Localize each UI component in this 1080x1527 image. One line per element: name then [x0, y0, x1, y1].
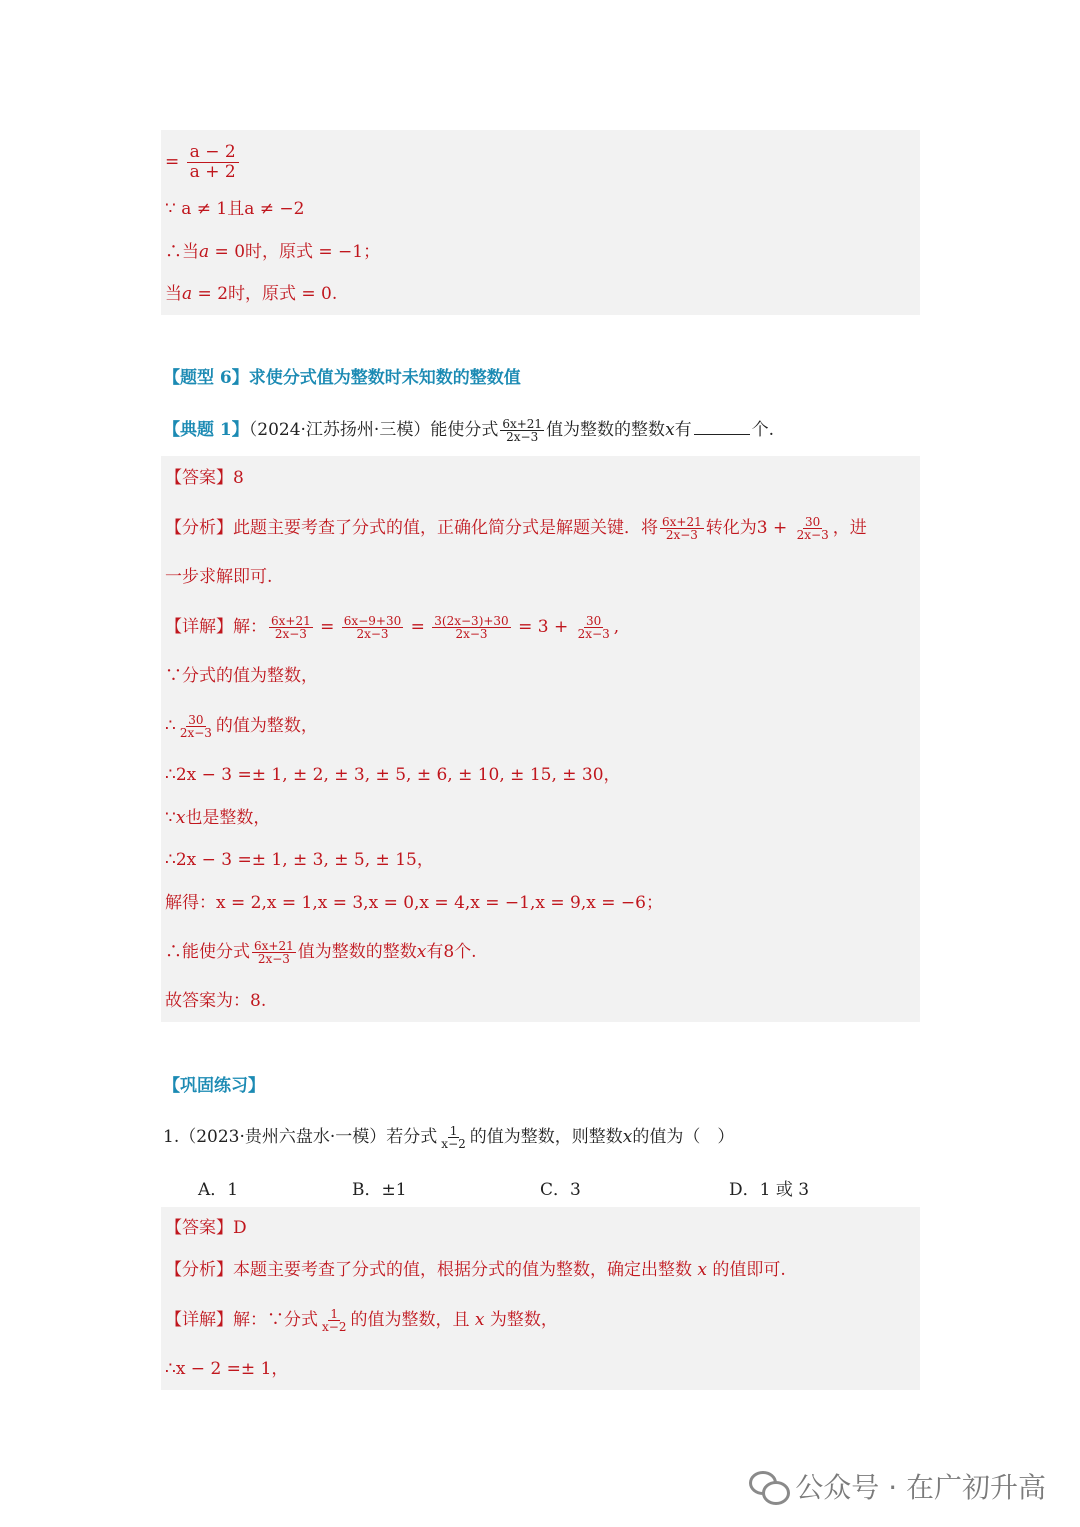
- example-tag: 【典题 1】: [163, 420, 249, 440]
- fraction-numerator: 30: [188, 713, 204, 727]
- analysis-text: 的值即可.: [707, 1260, 786, 1280]
- detail-var: x: [474, 1310, 485, 1330]
- question-text: 的值为整数，则整数: [469, 1127, 623, 1147]
- fraction-denominator: 2x−3: [274, 627, 307, 641]
- example-after-var: 有: [674, 420, 692, 440]
- question-var: x: [622, 1127, 633, 1147]
- example-fraction: [500, 418, 544, 443]
- fraction-denominator: x−2: [441, 1137, 466, 1151]
- analysis-fraction-2: [795, 516, 831, 541]
- option-a: A．1: [198, 1180, 239, 1200]
- detail-eq-mid: = 3 +: [512, 617, 574, 637]
- detail-tag: 【详解】: [165, 617, 233, 637]
- answer-line-2: [165, 1216, 247, 1240]
- detail-text: 有8个.: [426, 942, 477, 962]
- fraction-numerator: 1: [330, 1307, 339, 1321]
- fraction-numerator: 30: [805, 515, 821, 529]
- case2-var: a: [182, 284, 193, 304]
- analysis-tag: 【分析】: [165, 1260, 233, 1280]
- detail-fraction-5: [178, 714, 214, 739]
- analysis-text: ，进: [832, 518, 867, 538]
- analysis-text: 转化为3 +: [705, 518, 793, 538]
- answer-line-1: [165, 466, 244, 490]
- fraction-denominator: 2x−3: [179, 726, 212, 740]
- fraction-denominator: x−2: [322, 1320, 347, 1334]
- detail-intro: 解：: [233, 617, 267, 637]
- condition-text: a ≠ 1且a ≠ −2: [181, 199, 305, 219]
- question-text: 的值为（ ）: [632, 1127, 735, 1147]
- fraction-numerator: a − 2: [187, 143, 239, 163]
- analysis-fraction: [660, 516, 704, 541]
- detail-fraction-1: [269, 615, 313, 640]
- analysis-text: 此题主要考查了分式的值，正确化简分式是解题关键．将: [233, 518, 658, 538]
- fraction-numerator: 6x−9+30: [343, 614, 402, 628]
- fraction-numerator: 6x+21: [271, 614, 311, 628]
- case1-var: a: [199, 242, 210, 262]
- detail-line-9: 故答案为：8.: [165, 991, 267, 1011]
- question-1: [163, 1125, 734, 1150]
- example-var: x: [665, 420, 675, 440]
- option-d: D．1 或 3: [729, 1180, 810, 1200]
- case2-prefix: 当: [165, 284, 182, 304]
- fraction-denominator: 2x−3: [796, 528, 829, 542]
- analysis-var: x: [697, 1260, 707, 1280]
- detail-line-7: 解得：x = 2,x = 1,x = 3,x = 0,x = 4,x = −1,x = 9,x = −6；: [165, 893, 663, 913]
- answer-value: 8: [233, 468, 244, 488]
- answer-tag: 【答案】: [165, 468, 233, 488]
- detail-line-2: ∵分式的值为整数，: [165, 666, 318, 686]
- fraction-numerator: 3(2x−3)+30: [434, 614, 509, 628]
- condition-line: [165, 197, 304, 221]
- detail-fraction-3: [432, 615, 510, 640]
- case1-rest: = 0时，原式 = −1；: [209, 242, 381, 262]
- detail-tail: ,: [613, 617, 620, 637]
- fraction-a: [187, 143, 239, 182]
- fraction-numerator: 1: [449, 1124, 458, 1138]
- detail-text: 解：∵分式: [233, 1310, 318, 1330]
- question-fraction: [439, 1125, 467, 1150]
- case1-line: [165, 240, 380, 264]
- fraction-denominator: a + 2: [189, 162, 236, 182]
- detail-line-3: [165, 714, 318, 739]
- fraction-line: [165, 140, 241, 184]
- example-source: （2024·江苏扬州·三模）能使分式: [248, 420, 499, 440]
- detail-line-2-2: ∴x − 2 =± 1，: [165, 1359, 289, 1379]
- watermark-text: 公众号 · 在广初升高: [795, 1471, 1046, 1504]
- detail-line-2-1: [165, 1308, 558, 1333]
- fraction-denominator: 2x−3: [665, 528, 698, 542]
- question-text: 1.（2023·贵州六盘水·一模）若分式: [163, 1127, 438, 1147]
- case2-rest: = 2时，原式 = 0.: [192, 284, 338, 304]
- detail-text: ∴能使分式: [165, 942, 250, 962]
- fraction-denominator: 2x−3: [356, 627, 389, 641]
- detail-line-1: 【详解】解： $\frac{6x+21}{2x-3}$ = $\frac{6x-9+30}{2x-3}$ = $\frac{3(2x-3)+30}{2x-3}$ = 3 + $\frac{30}{2x-3}$ ,: [165, 614, 620, 641]
- detail2-fraction: [320, 1308, 348, 1333]
- analysis-line-2: [165, 1258, 786, 1282]
- detail-text: 的值为整数，且: [350, 1310, 475, 1330]
- therefore-symbol: ∴: [165, 716, 176, 736]
- fraction-denominator: 2x−3: [257, 952, 290, 966]
- detail-line-8: [165, 940, 477, 965]
- case1-prefix: ∴当: [165, 242, 199, 262]
- detail-fraction-6: [252, 940, 296, 965]
- fraction-denominator: 2x−3: [455, 627, 488, 641]
- section-title-type6: 【题型 6】求使分式值为整数时未知数的整数值: [163, 368, 521, 388]
- wechat-icon: [749, 1469, 789, 1503]
- watermark: [749, 1466, 1046, 1506]
- answer-blank: [694, 420, 750, 435]
- analysis-text: 本题主要考查了分式的值，根据分式的值为整数，确定出整数: [233, 1260, 698, 1280]
- detail-var: x: [175, 808, 186, 828]
- detail-line-6: ∴2x − 3 =± 1, ± 3, ± 5, ± 15，: [165, 850, 434, 870]
- case2-line: [165, 282, 337, 306]
- fraction-numerator: 6x+21: [254, 939, 294, 953]
- analysis-tag: 【分析】: [165, 518, 233, 538]
- detail-tag: 【详解】: [165, 1310, 233, 1330]
- because-symbol: ∵: [165, 199, 176, 219]
- option-c: C．3: [540, 1180, 581, 1200]
- detail-fraction-4: [576, 615, 612, 640]
- example-mid: 值为整数的整数: [546, 420, 666, 440]
- analysis-line-1: [165, 516, 867, 541]
- fraction-numerator: 30: [586, 614, 602, 628]
- answer-tag: 【答案】: [165, 1218, 233, 1238]
- fraction-denominator: 2x−3: [506, 430, 539, 444]
- fraction-denominator: 2x−3: [577, 627, 610, 641]
- detail-text: 值为整数的整数: [297, 942, 417, 962]
- detail-line-4: ∴2x − 3 =± 1, ± 2, ± 3, ± 5, ± 6, ± 10, ± 15, ± 30，: [165, 765, 621, 785]
- option-b: B．±1: [352, 1180, 407, 1200]
- section-title-practice: 【巩固练习】: [163, 1076, 265, 1096]
- detail-text: 为整数，: [484, 1310, 558, 1330]
- because-symbol: ∵: [165, 808, 176, 828]
- detail-line-5: [165, 806, 270, 830]
- detail-fraction-2: [342, 615, 403, 640]
- analysis-line-1b: 一步求解即可.: [165, 567, 273, 587]
- answer-value: D: [233, 1218, 247, 1238]
- example-end: 个.: [751, 420, 775, 440]
- detail-var: x: [416, 942, 427, 962]
- fraction-numerator: 6x+21: [662, 515, 702, 529]
- detail-text: 也是整数，: [185, 808, 271, 828]
- example-question: [163, 418, 774, 443]
- detail-text: 的值为整数，: [215, 716, 318, 736]
- equals-sign: =: [165, 152, 180, 172]
- fraction-numerator: 6x+21: [502, 417, 543, 431]
